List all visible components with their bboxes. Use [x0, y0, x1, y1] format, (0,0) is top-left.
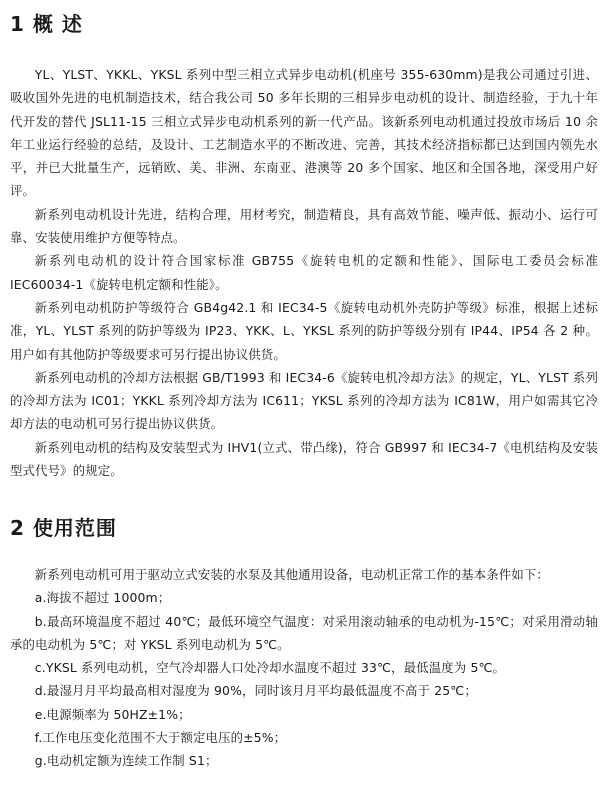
- overview-paragraph-1: YL、YLST、YKKL、YKSL 系列中型三相立式异步电动机(机座号 355-630mm)是我公司通过引进、吸收国外先进的电机制造技术，结合我公司 50 多年长期的三相异步电动机的设计、制造经验，于九十年代开发的替代 JSL11-15 三相立式异步电动机系列的新一代产品。该新系列电动机通过投放市场后 10 余年工业运行经验的总结，及设计、工艺制造水平的不断改进、完善，其技术经济指标都已达到国内领先水平，并已大批量生产，远销欧、美、非洲、东南亚、港澳等 20 多个国家、地区和全国各地，深受用户好评。: [10, 67, 598, 199]
- overview-paragraph-2: 新系列电动机设计先进，结构合理，用材考究，制造精良，具有高效节能、噪声低、振动小、运行可靠、安装使用维护方便等特点。: [10, 206, 598, 246]
- section-2-title: 2 使用范围: [10, 516, 117, 540]
- overview-paragraph-6: 新系列电动机的结构及安装型式为 IHV1(立式、带凸缘)，符合 GB997 和 IEC34-7《电机结构及安装型式代号》的规定。: [10, 439, 598, 479]
- section-1-title: 1 概 述: [10, 12, 83, 36]
- condition-item-e: e.电源频率为 50HZ±1%；: [34, 706, 191, 722]
- condition-item-d: d.最湿月月平均最高相对湿度为 90%，同时该月月平均最低温度不高于 25℃；: [34, 683, 477, 699]
- condition-item-f: f.工作电压变化范围不大于额定电压的±5%；: [34, 730, 287, 746]
- condition-item-b: b.最高环境温度不超过 40℃；最低环境空气温度：对采用滚动轴承的电动机为-15℃；对采用滑动轴承的电动机为 5℃；对 YKSL 系列电动机为 5℃。: [10, 613, 598, 652]
- overview-paragraph-4: 新系列电动机防护等级符合 GB4g42.1 和 IEC34-5《旋转电动机外壳防护等级》标准，根据上述标准，YL、YLST 系列的防护等级为 IP23、YKK、L、YKSL 系列的防护等级分别有 IP44、IP54 各 2 种。用户如有其他防护等级要求可另行提出协议供货。: [10, 299, 598, 362]
- usage-intro: 新系列电动机可用于驱动立式安装的水泵及其他通用设备，电动机正常工作的基本条件如下：: [34, 567, 549, 582]
- section-1-body: [10, 63, 598, 482]
- overview-paragraph-3: 新系列电动机的设计符合国家标准 GB755《旋转电机的定额和性能》、国际电工委员会标准 IEC60034-1《旋转电机定额和性能》。: [10, 253, 598, 292]
- condition-item-c: c.YKSL 系列电动机，空气冷却器人口处冷却水温度不超过 33℃，最低温度为 5℃。: [34, 660, 506, 676]
- condition-item-a: a.海拔不超过 1000m；: [34, 590, 171, 606]
- condition-item-g: g.电动机定额为连续工作制 S1；: [34, 753, 218, 769]
- section-2-body: [10, 563, 598, 773]
- overview-paragraph-5: 新系列电动机的冷却方法根据 GB/T1993 和 IEC34-6《旋转电机冷却方法》的规定，YL、YLST 系列的冷却方法为 IC01；YKKL 系列冷却方法为 IC611；YKSL 系列的冷却方法为 IC81W，用户如需其它冷却方法的电动机可另行提出协议供货。: [10, 369, 598, 432]
